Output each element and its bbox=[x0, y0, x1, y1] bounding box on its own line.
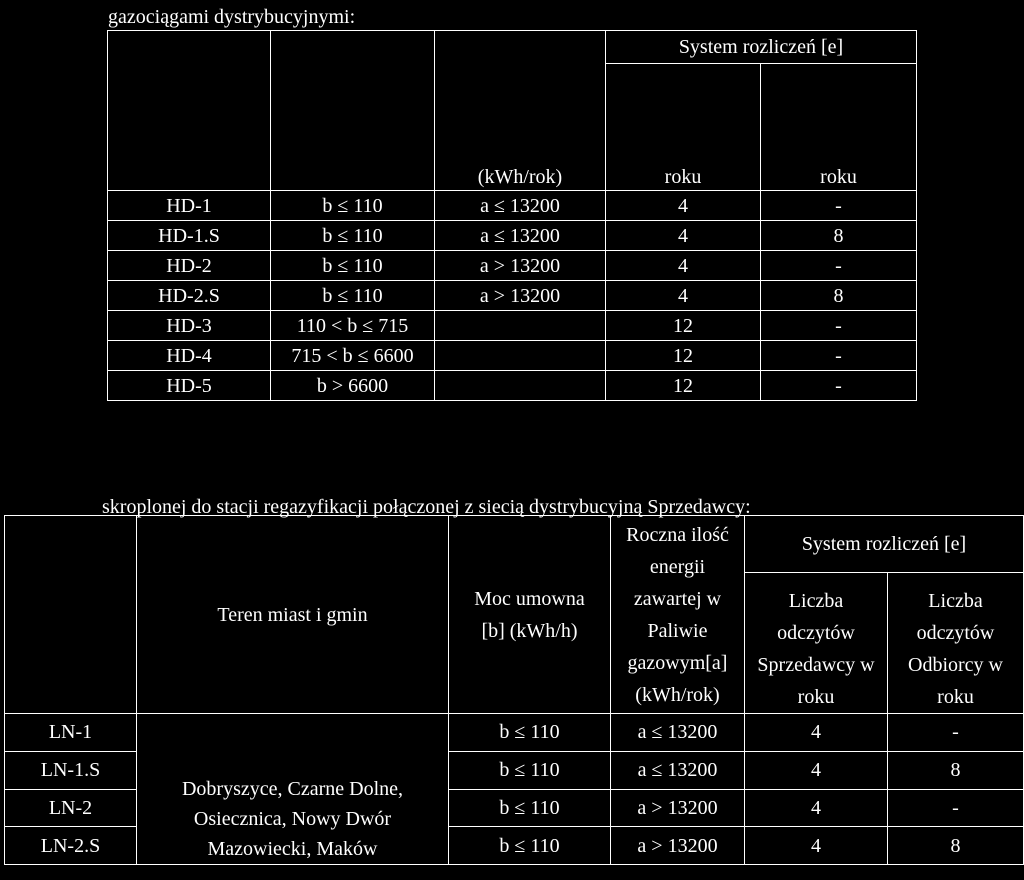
row-energy: a > 13200 bbox=[435, 251, 606, 281]
row-buyer-reads: - bbox=[761, 371, 917, 401]
table-row bbox=[108, 341, 917, 371]
row-buyer-reads: 8 bbox=[888, 751, 1024, 789]
header-buyer-reads: roku bbox=[761, 64, 917, 191]
row-group: HD-2 bbox=[108, 251, 271, 281]
row-energy: a ≤ 13200 bbox=[435, 221, 606, 251]
row-power: b ≤ 110 bbox=[449, 827, 611, 865]
row-seller-reads: 12 bbox=[606, 341, 761, 371]
row-power: b > 6600 bbox=[271, 371, 435, 401]
row-group: HD-2.S bbox=[108, 281, 271, 311]
table-row bbox=[108, 191, 917, 221]
header-power-cell bbox=[271, 31, 435, 191]
row-group: HD-3 bbox=[108, 311, 271, 341]
header-settlement-system: System rozliczeń [e] bbox=[745, 516, 1024, 573]
header-energy-unit: (kWh/rok) bbox=[477, 166, 563, 188]
header-contracted-power: Moc umowna [b] (kWh/h) bbox=[449, 516, 611, 714]
header-seller-reads: Liczba odczytów Sprzedawcy w roku bbox=[745, 573, 888, 714]
row-buyer-reads: 8 bbox=[888, 827, 1024, 865]
row-group: HD-5 bbox=[108, 371, 271, 401]
row-energy: a > 13200 bbox=[435, 281, 606, 311]
row-buyer-reads: - bbox=[761, 251, 917, 281]
row-energy: a > 13200 bbox=[611, 827, 745, 865]
header-area: Teren miast i gmin bbox=[137, 516, 449, 714]
row-group: LN-2 bbox=[5, 789, 137, 827]
table-row bbox=[108, 251, 917, 281]
row-seller-reads: 4 bbox=[745, 789, 888, 827]
header-settlement-system: System rozliczeń [e] bbox=[606, 31, 917, 64]
row-seller-reads: 4 bbox=[745, 827, 888, 865]
area-cell: Dobryszyce, Czarne Dolne, Osiecznica, Nowy Dwór Mazowiecki, Maków bbox=[137, 714, 449, 865]
row-seller-reads: 4 bbox=[606, 221, 761, 251]
tariff-table-ln bbox=[4, 515, 1024, 865]
row-seller-reads: 4 bbox=[606, 281, 761, 311]
row-power: 715 < b ≤ 6600 bbox=[271, 341, 435, 371]
row-seller-reads: 4 bbox=[606, 191, 761, 221]
section2-caption: skroplonej do stacji regazyfikacji połączonej z siecią dystrybucyjną Sprzedawcy: bbox=[102, 496, 751, 518]
row-power: b ≤ 110 bbox=[271, 221, 435, 251]
header-seller-reads: roku bbox=[606, 64, 761, 191]
row-power: b ≤ 110 bbox=[271, 251, 435, 281]
header-energy-cell bbox=[435, 31, 606, 191]
row-power: b ≤ 110 bbox=[449, 714, 611, 752]
table-row bbox=[108, 281, 917, 311]
row-power: b ≤ 110 bbox=[449, 751, 611, 789]
table-row bbox=[108, 371, 917, 401]
header-buyer-reads: Liczba odczytów Odbiorcy w roku bbox=[888, 573, 1024, 714]
row-energy: a > 13200 bbox=[611, 789, 745, 827]
row-energy bbox=[435, 311, 606, 341]
row-energy: a ≤ 13200 bbox=[611, 751, 745, 789]
row-group: LN-1.S bbox=[5, 751, 137, 789]
row-power: 110 < b ≤ 715 bbox=[271, 311, 435, 341]
row-energy bbox=[435, 341, 606, 371]
header-group-cell bbox=[108, 31, 271, 191]
row-buyer-reads: 8 bbox=[761, 221, 917, 251]
table-row bbox=[108, 311, 917, 341]
row-seller-reads: 4 bbox=[606, 251, 761, 281]
row-group: LN-2.S bbox=[5, 827, 137, 865]
row-seller-reads: 12 bbox=[606, 371, 761, 401]
row-energy: a ≤ 13200 bbox=[435, 191, 606, 221]
row-buyer-reads: - bbox=[761, 341, 917, 371]
row-group: HD-1.S bbox=[108, 221, 271, 251]
table-row bbox=[108, 221, 917, 251]
row-buyer-reads: - bbox=[888, 789, 1024, 827]
row-group: HD-1 bbox=[108, 191, 271, 221]
row-buyer-reads: - bbox=[761, 191, 917, 221]
header-group-cell bbox=[5, 516, 137, 714]
row-power: b ≤ 110 bbox=[271, 191, 435, 221]
section1-caption: gazociągami dystrybucyjnymi: bbox=[108, 6, 356, 28]
row-buyer-reads: - bbox=[761, 311, 917, 341]
tariff-table-hd bbox=[107, 30, 917, 401]
row-buyer-reads: 8 bbox=[761, 281, 917, 311]
row-energy bbox=[435, 371, 606, 401]
row-energy: a ≤ 13200 bbox=[611, 714, 745, 752]
row-seller-reads: 12 bbox=[606, 311, 761, 341]
row-power: b ≤ 110 bbox=[449, 789, 611, 827]
header-annual-energy: Roczna ilość energii zawartej w Paliwie gazowym[a] (kWh/rok) bbox=[611, 516, 745, 714]
row-group: HD-4 bbox=[108, 341, 271, 371]
row-group: LN-1 bbox=[5, 714, 137, 752]
row-buyer-reads: - bbox=[888, 714, 1024, 752]
row-seller-reads: 4 bbox=[745, 714, 888, 752]
row-power: b ≤ 110 bbox=[271, 281, 435, 311]
row-seller-reads: 4 bbox=[745, 751, 888, 789]
